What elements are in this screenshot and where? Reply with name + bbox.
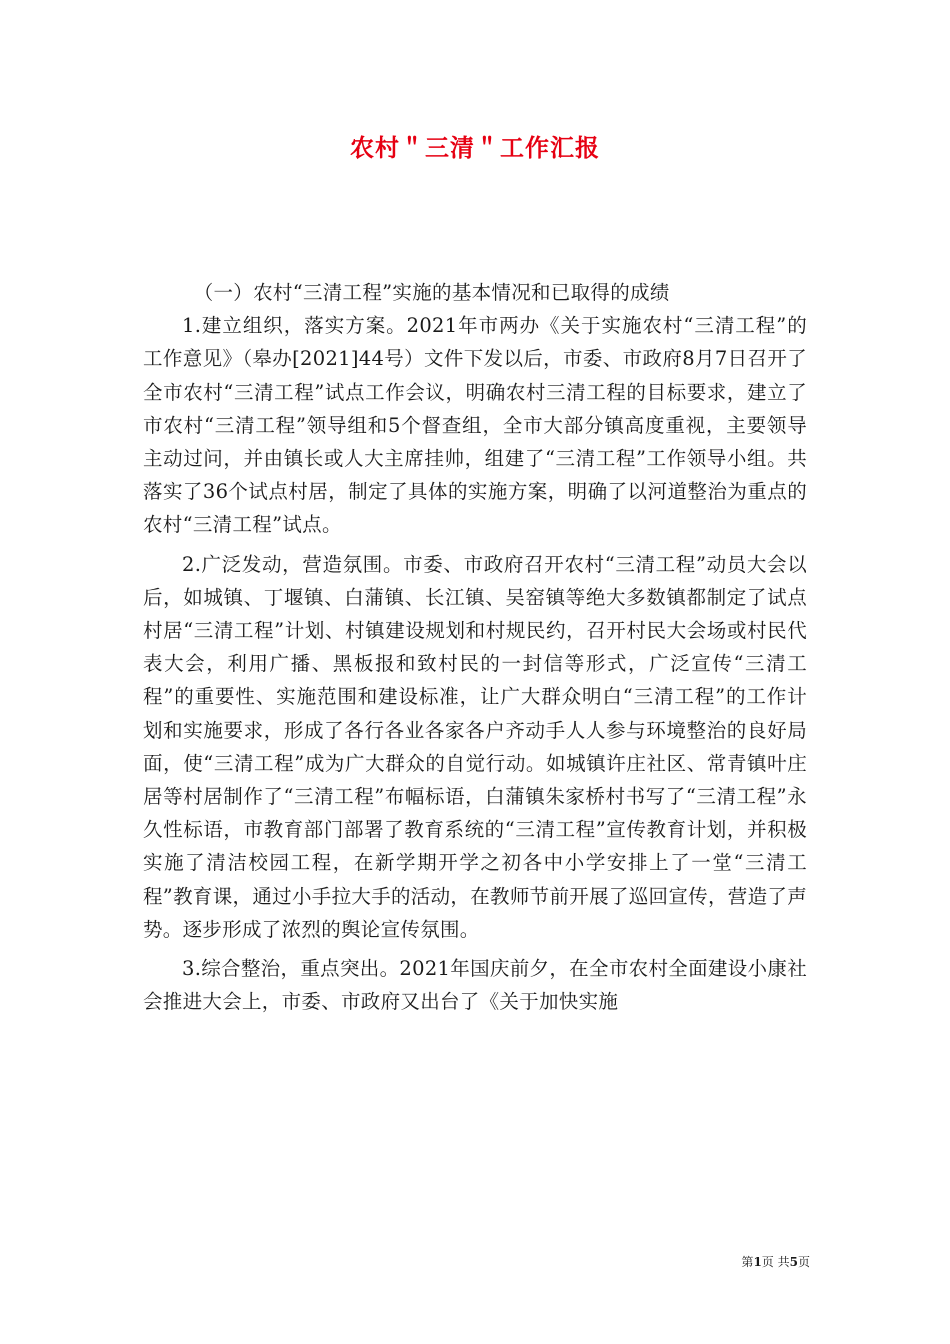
page-number-footer (690, 1253, 810, 1270)
paragraph-1: 1.建立组织，落实方案。2021年市两办《关于实施农村“三清工程”的工作意见》（皋办[2021]44号）文件下发以后，市委、市政府8月7日召开了全市农村“三清工程”试点工作会议，明确农村三清工程的目标要求，建立了市农村“三清工程”领导组和5个督查组，全市大部分镇高度重视，主要领导主动过问，并由镇长或人大主席挂帅，组建了“三清工程”工作领导小组。共落实了36个试点村居，制定了具体的实施方案，明确了以河道整治为重点的农村“三清工程”试点。 (143, 314, 807, 537)
page-title: 农村＂三清＂工作汇报 (350, 133, 600, 162)
section-heading: （一）农村“三清工程”实施的基本情况和已取得的成绩 (193, 281, 670, 304)
footer-suffix: 页 (797, 1255, 810, 1269)
footer-middle: 页 共 (761, 1255, 790, 1269)
paragraph-3: 3.综合整治，重点突出。2021年国庆前夕，在全市农村全面建设小康社会推进大会上，市委、市政府又出台了《关于加快实施 (143, 957, 807, 1014)
footer-prefix: 第 (741, 1255, 754, 1269)
paragraph-2: 2.广泛发动，营造氛围。市委、市政府召开农村“三清工程”动员大会以后，如城镇、丁堰镇、白蒲镇、长江镇、吴窑镇等绝大多数镇都制定了试点村居“三清工程”计划、村镇建设规划和村规民约，召开村民大会场或村民代表大会，利用广播、黑板报和致村民的一封信等形式，广泛宣传“三清工程”的重要性、实施范围和建设标准，让广大群众明白“三清工程”的工作计划和实施要求，形成了各行各业各家各户齐动手人人参与环境整治的良好局面，使“三清工程”成为广大群众的自觉行动。如城镇许庄社区、常青镇叶庄居等村居制作了“三清工程”布幅标语，白蒲镇朱家桥村书写了“三清工程”永久性标语，市教育部门部署了教育系统的“三清工程”宣传教育计划，并积极实施了清洁校园工程，在新学期开学之初各中小学安排上了一堂“三清工程”教育课，通过小手拉大手的活动，在教师节前开展了巡回宣传，营造了声势。逐步形成了浓烈的舆论宣传氛围。 (143, 552, 807, 941)
document-body (143, 276, 807, 1018)
footer-total-pages: 5 (789, 1255, 798, 1269)
footer-current-page: 1 (753, 1255, 762, 1269)
